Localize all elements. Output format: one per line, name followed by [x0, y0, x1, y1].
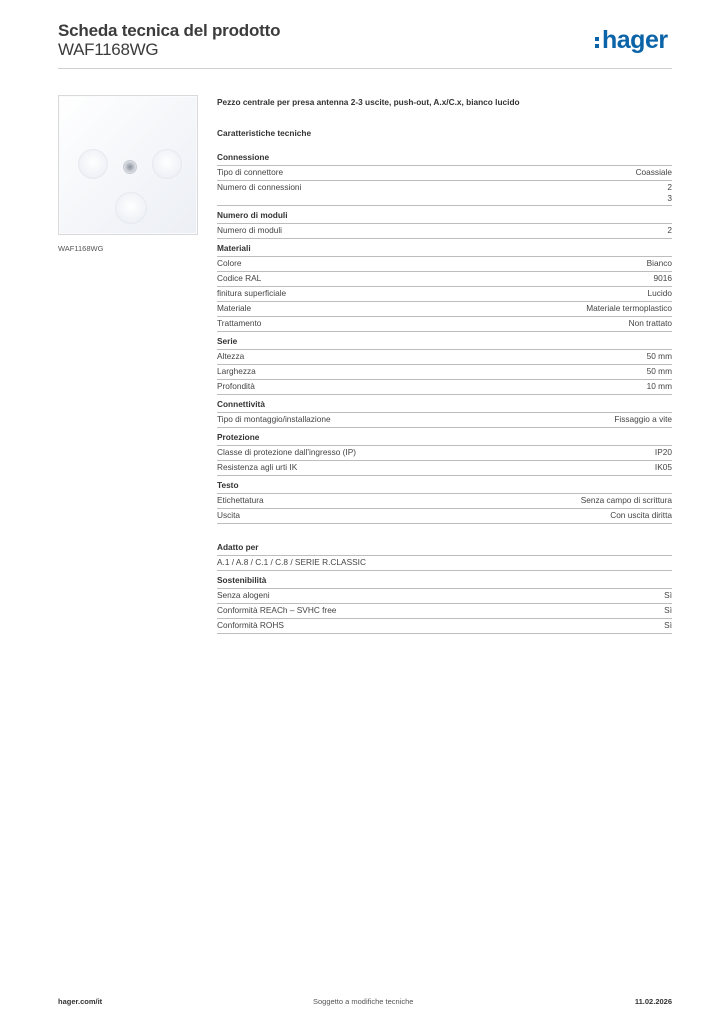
spec-row	[217, 618, 672, 633]
header-divider	[58, 68, 672, 69]
spec-row	[217, 555, 672, 570]
spec-row	[217, 364, 672, 379]
spec-value: Sì	[664, 620, 672, 630]
spec-row	[217, 286, 672, 301]
spec-row	[217, 223, 672, 238]
footer-date: 11.02.2026	[634, 997, 672, 1006]
section-title: Testo	[217, 480, 239, 490]
spec-row	[217, 180, 672, 205]
spec-label: Senza alogeni	[217, 590, 270, 600]
spec-value: IP20	[654, 447, 672, 457]
spec-value: 9016	[653, 273, 672, 283]
spec-row	[217, 301, 672, 316]
footer-website: hager.com/it	[58, 997, 103, 1006]
spec-label: finitura superficiale	[217, 288, 287, 298]
spec-value: 10 mm	[646, 381, 672, 391]
spec-row	[217, 493, 672, 508]
spec-label: Conformità ROHS	[217, 620, 284, 630]
spec-label: Altezza	[217, 351, 245, 361]
spec-row	[217, 508, 672, 523]
spec-row	[217, 445, 672, 460]
spec-value: Bianco	[646, 258, 672, 268]
spec-row	[217, 588, 672, 603]
logo-text: hager	[602, 26, 668, 54]
spec-label: A.1 / A.8 / C.1 / C.8 / SERIE R.CLASSIC	[217, 557, 366, 567]
section-title: Numero di moduli	[217, 210, 288, 220]
spec-value: Non trattato	[628, 318, 672, 328]
spec-row	[217, 316, 672, 331]
spec-row	[217, 460, 672, 475]
specs-heading: Caratteristiche tecniche	[217, 128, 312, 138]
section-title: Sostenibilità	[217, 575, 267, 585]
spec-value: Senza campo di scrittura	[580, 495, 672, 505]
spec-label: Codice RAL	[217, 273, 262, 283]
hager-logo	[595, 28, 668, 53]
spec-label: Numero di connessioni	[217, 182, 302, 192]
spec-label: Tipo di montaggio/installazione	[217, 414, 331, 424]
section-title: Connettività	[217, 399, 265, 409]
spec-label: Trattamento	[217, 318, 262, 328]
product-description: Pezzo centrale per presa antenna 2-3 uscite, push-out, A.x/C.x, bianco lucido	[217, 97, 520, 107]
spec-label: Colore	[217, 258, 242, 268]
spec-label: Uscita	[217, 510, 241, 520]
spec-label: Numero di moduli	[217, 225, 283, 235]
section-title: Serie	[217, 336, 238, 346]
section-title: Materiali	[217, 243, 251, 253]
section-title: Connessione	[217, 152, 270, 162]
product-image-caption: WAF1168WG	[58, 244, 104, 253]
spec-label: Materiale	[217, 303, 252, 313]
spec-label: Tipo di connettore	[217, 167, 284, 177]
spec-row	[217, 379, 672, 394]
spec-value: Sì	[664, 605, 672, 615]
spec-row	[217, 412, 672, 427]
spec-value: 2	[667, 225, 672, 235]
spec-label: Classe di protezione dall'ingresso (IP)	[217, 447, 357, 457]
antenna-socket-plate-image	[60, 97, 196, 233]
spec-value: Con uscita diritta	[610, 510, 672, 520]
spec-label: Conformità REACh – SVHC free	[217, 605, 337, 615]
spec-label: Larghezza	[217, 366, 256, 376]
spec-value: 50 mm	[646, 351, 672, 361]
spec-row	[217, 349, 672, 364]
spec-label: Resistenza agli urti IK	[217, 462, 298, 472]
spec-row	[217, 603, 672, 618]
spec-value: 50 mm	[646, 366, 672, 376]
spec-label: Etichettatura	[217, 495, 264, 505]
spec-row	[217, 256, 672, 271]
spec-value: Sì	[664, 590, 672, 600]
logo-dots-icon	[595, 35, 600, 49]
spec-sections	[217, 142, 672, 634]
product-code: WAF1168WG	[58, 40, 159, 59]
spec-value: IK05	[654, 462, 672, 472]
footer-note: Soggetto a modifiche tecniche	[313, 997, 414, 1006]
spec-value: Materiale termoplastico	[586, 303, 672, 313]
spec-row	[217, 271, 672, 286]
spec-value: Coassiale	[635, 167, 672, 177]
page-title: Scheda tecnica del prodotto	[58, 21, 281, 40]
spec-label: Profondità	[217, 381, 255, 391]
spec-value: 2 3	[667, 182, 672, 203]
spec-content	[217, 97, 672, 634]
section-title: Adatto per	[217, 542, 259, 552]
spec-row	[217, 165, 672, 180]
spec-value: Lucido	[647, 288, 672, 298]
product-image	[58, 95, 198, 235]
section-title: Protezione	[217, 432, 260, 442]
spec-value: Fissaggio a vite	[614, 414, 672, 424]
